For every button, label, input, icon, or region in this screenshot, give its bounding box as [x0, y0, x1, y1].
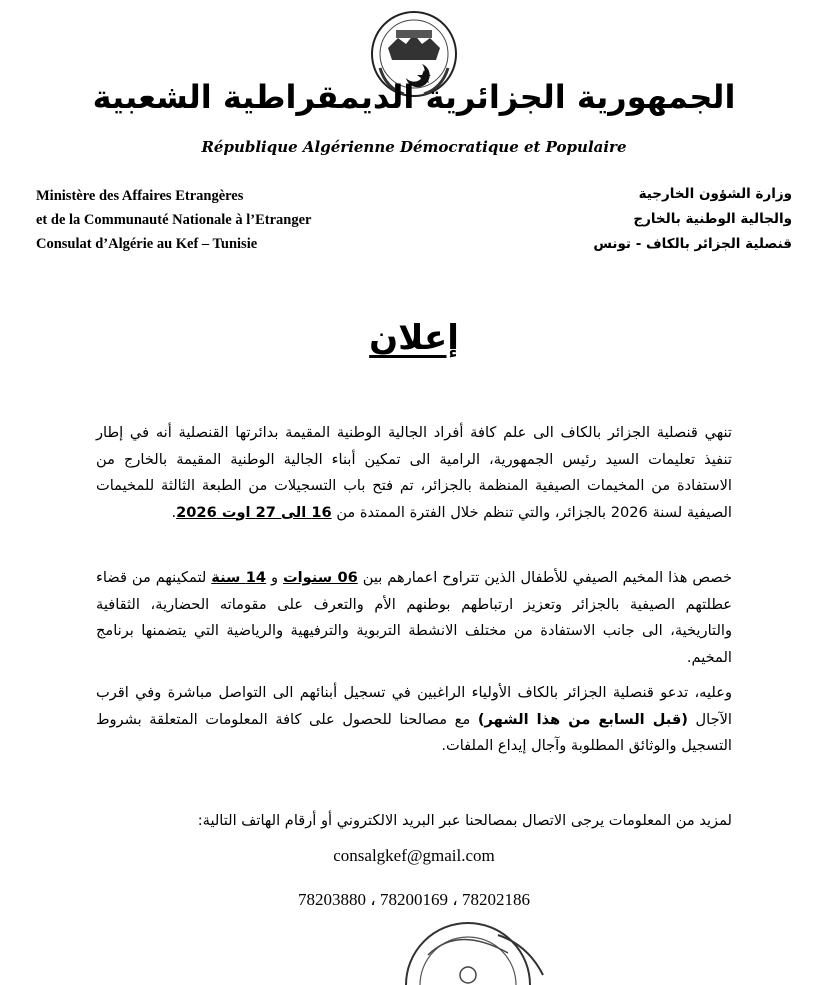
republic-title-arabic: الجمهورية الجزائرية الديمقراطية الشعبية: [92, 78, 736, 116]
republic-title-french: République Algérienne Démocratique et Populaire: [201, 138, 627, 156]
age-max: 14 سنة: [211, 569, 267, 586]
paragraph-text: مع مصالحنا للحصول على كافة المعلومات المتعلقة بشروط التسجيل والوثائق المطلوبة وآجال إيداع الملفات.: [96, 710, 732, 754]
announcement-title: [0, 318, 828, 358]
paragraph-text: و: [266, 569, 283, 586]
ministry-line: Ministère des Affaires Etrangères: [36, 188, 244, 204]
deadline-note: (قبل السابع من هذا الشهر): [477, 710, 688, 728]
paragraph-text: لتمكينهم من قضاء عطلتهم الصيفية بالجزائر وتعزيز ارتباطهم بوطنهم الأم والتعرف على مقوماته الحضارية، الثقافية والتاريخية، الى جانب الاستفادة من مختلف الانشطة التربوية والترفيهية والرياضية التي يتضمنها برنامج المخيم.: [96, 569, 732, 666]
paragraph-text: تنهي قنصلية الجزائر بالكاف الى علم كافة أفراد الجالية الوطنية المقيمة بدائرتها القنصلية أنه في إطار تنفيذ تعليمات السيد رئيس الجمهورية، الرامية الى تمكين أبناء الجالية الوطنية المقيمة بالخارج من الاستفادة من المخيمات الصيفية المنظمة بالجزائر، تم فتح باب التسجيلات من الطبعة الثالثة للمخيمات الصيفية لسنة 2026 بالجزائر، والتي تنظم خلال الفترة الممتدة من: [96, 424, 732, 521]
consulate-stamp-icon: [398, 905, 548, 985]
contact-email: consalgkef@gmail.com: [333, 846, 495, 865]
paragraph-text: وعليه، تدعو قنصلية الجزائر بالكاف الأولياء الراغبين في تسجيل أبنائهم الى التواصل مباشرة وفي اقرب الآجال: [96, 684, 732, 728]
ministry-line: والجالية الوطنية بالخارج: [633, 211, 792, 227]
age-min: 06 سنوات: [283, 569, 358, 586]
paragraph-invitation: [96, 680, 732, 760]
camp-dates: 16 الى 27 اوت 2026: [176, 503, 332, 521]
ministry-line: قنصلية الجزائر بالكاف - تونس: [593, 236, 792, 252]
contact-phones: 78203880 ، 78200169 ، 78202186: [298, 890, 530, 909]
ministry-header-arabic: [593, 182, 792, 257]
paragraph-end: .: [171, 503, 177, 521]
paragraph-registration: [96, 420, 732, 526]
paragraph-text: خصص هذا المخيم الصيفي للأطفال الذين تتراوح اعمارهم بين: [357, 569, 732, 586]
announcement-title-text: إعلان: [369, 318, 459, 358]
ministry-line: وزارة الشؤون الخارجية: [638, 186, 792, 202]
paragraph-age-range: [96, 565, 732, 671]
ministry-line: et de la Communauté Nationale à l’Etranger: [36, 212, 312, 228]
ministry-line: Consulat d’Algérie au Kef – Tunisie: [36, 236, 258, 252]
ministry-header-french: [36, 184, 311, 256]
contact-intro: لمزيد من المعلومات يرجى الاتصال بمصالحنا عبر البريد الالكتروني أو أرقام الهاتف التالية:: [197, 812, 732, 829]
